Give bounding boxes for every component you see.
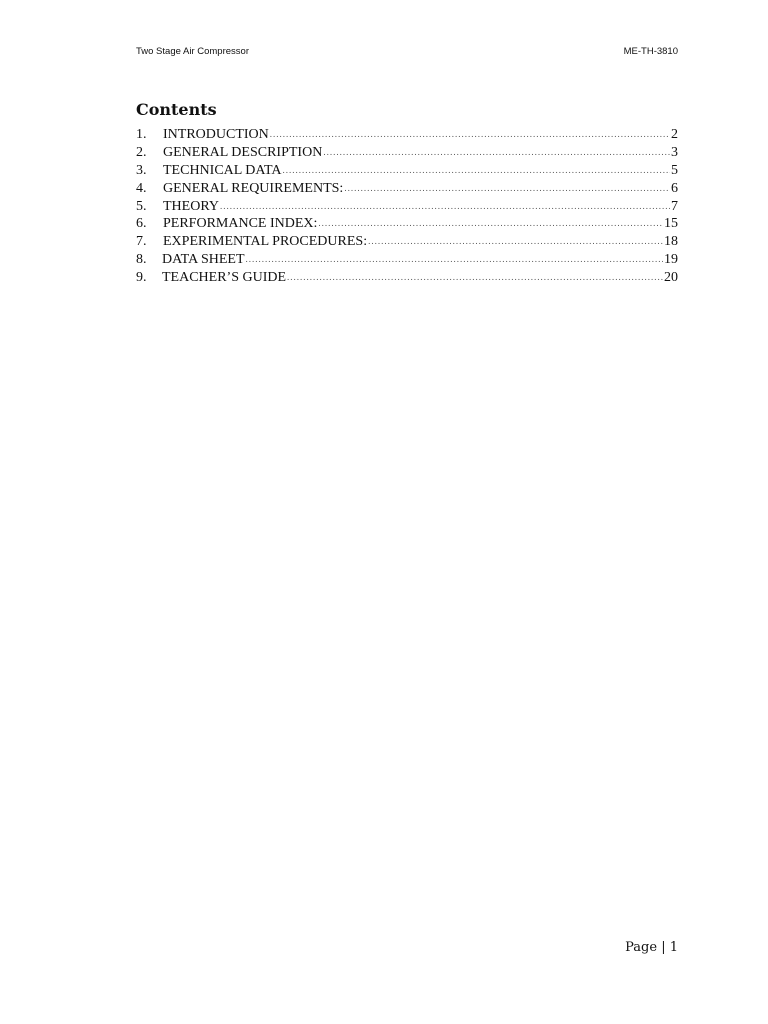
toc-entry-general-description[interactable]	[136, 144, 678, 162]
toc-entry-number: 5.	[136, 198, 147, 214]
toc-entry-title: GENERAL REQUIREMENTS:	[163, 180, 344, 196]
toc-entry-number: 7.	[136, 234, 147, 250]
toc-entry-page: 5	[671, 162, 678, 178]
toc-entry-title: DATA SHEET	[162, 252, 245, 268]
toc-entry-theory[interactable]	[136, 198, 678, 216]
toc-entry-introduction[interactable]	[136, 126, 678, 144]
toc-entry-teachers-guide[interactable]	[136, 269, 678, 287]
toc-entry-page: 2	[671, 127, 678, 142]
toc-entry-title: PERFORMANCE INDEX:	[163, 216, 318, 232]
toc-entry-page: 15	[664, 216, 678, 232]
toc-entry-page: 6	[671, 180, 678, 196]
toc-dot-leader	[344, 184, 670, 193]
page-footer	[625, 940, 678, 955]
toc-entry-title: TEACHER’S GUIDE	[162, 270, 287, 286]
toc-entry-data-sheet[interactable]	[136, 251, 678, 269]
page-header	[136, 46, 678, 60]
toc-entry-number: 9.	[136, 270, 147, 286]
toc-entry-general-requirements[interactable]	[136, 180, 678, 198]
header-document-title: Two Stage Air Compressor	[136, 46, 249, 57]
toc-entry-title: TECHNICAL DATA	[163, 162, 282, 178]
toc-entry-page: 3	[671, 144, 678, 160]
toc-dot-leader	[270, 130, 670, 139]
toc-entry-title: EXPERIMENTAL PROCEDURES:	[163, 234, 368, 250]
toc-dot-leader	[287, 273, 663, 282]
table-of-contents	[136, 126, 678, 287]
toc-entry-number: 2.	[136, 144, 147, 160]
toc-dot-leader	[246, 255, 664, 264]
toc-entry-experimental-procedures[interactable]	[136, 233, 678, 251]
toc-entry-page: 18	[664, 234, 678, 250]
toc-entry-number: 4.	[136, 180, 147, 196]
toc-heading: Contents	[136, 100, 217, 119]
toc-entry-performance-index[interactable]	[136, 215, 678, 233]
toc-entry-technical-data[interactable]	[136, 162, 678, 180]
toc-entry-number: 8.	[136, 252, 147, 268]
page-number-label: Page | 1	[625, 940, 678, 955]
toc-entry-page: 19	[664, 252, 678, 268]
toc-dot-leader	[318, 219, 663, 228]
toc-entry-number: 3.	[136, 162, 147, 178]
toc-entry-title: INTRODUCTION	[163, 127, 269, 142]
toc-entry-page: 7	[671, 198, 678, 214]
toc-dot-leader	[323, 148, 670, 157]
toc-entry-page: 20	[664, 270, 678, 286]
toc-entry-number: 1.	[136, 127, 147, 142]
toc-dot-leader	[220, 202, 670, 211]
toc-entry-title: THEORY	[163, 198, 219, 214]
toc-dot-leader	[368, 237, 663, 246]
toc-entry-number: 6.	[136, 216, 147, 232]
header-document-code: ME-TH-3810	[623, 46, 678, 57]
toc-entry-title: GENERAL DESCRIPTION	[163, 144, 323, 160]
toc-dot-leader	[283, 166, 670, 175]
